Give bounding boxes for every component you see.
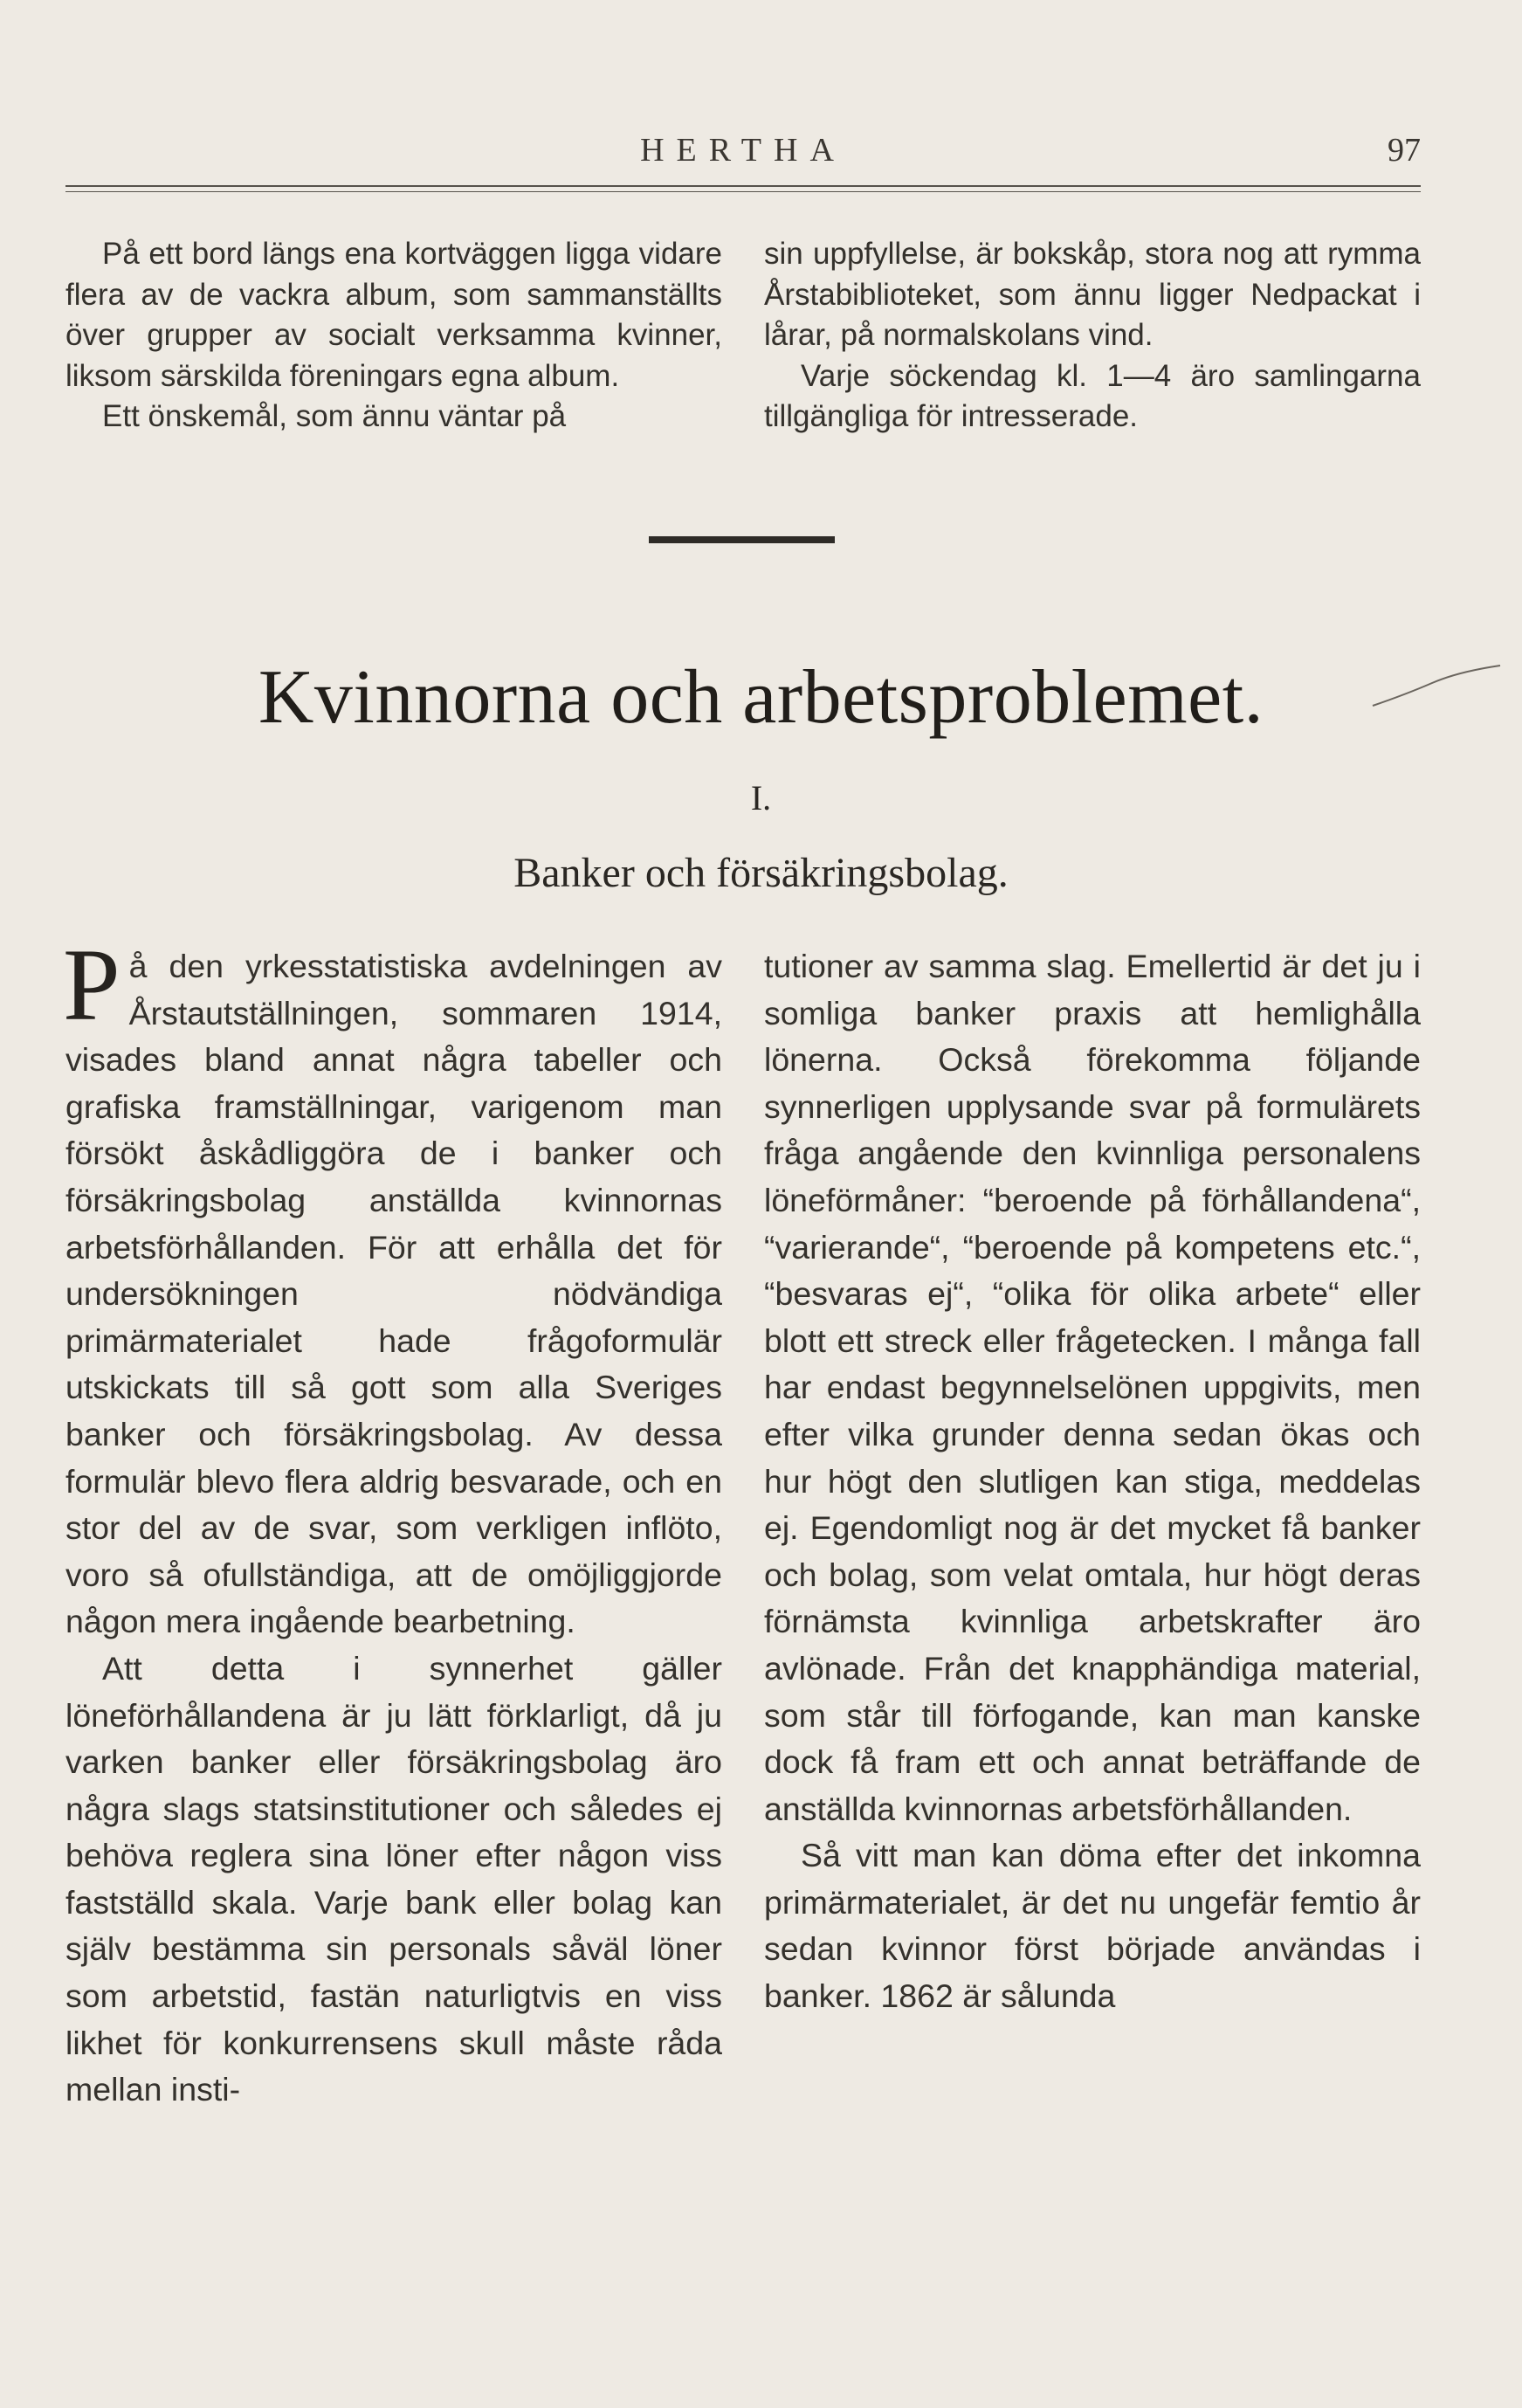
top-right-column — [764, 234, 1421, 438]
header-rule-bottom — [65, 191, 1421, 192]
top-right-paragraph-1: sin uppfyllelse, är bokskåp, stora nog att rymma Årstabiblioteket, som ännu ligger Nedpackat i lårar, på normalskolans vind. — [764, 237, 1421, 352]
body-right-paragraph-1: tutioner av samma slag. Emellertid är det ju i somliga banker praxis att hemlighålla lönerna. Också förekomma följande synnerligen upplysande svar på formulärets fråga angående den kvinnliga personalens löneförmåner: “beroende på förhållandena“, “varierande“, “beroende på kompetens etc.“, “besvaras ej“, “olika för olika arbete“ eller blott ett streck eller frågetecken. I många fall har endast begynnelselönen uppgivits, men efter vilka grunder denna sedan ökas och hur högt den slutligen kan stiga, meddelas ej. Egendomligt nog är det mycket få banker och bolag, som velat omtala, hur högt deras förnämsta kvinnliga arbetskrafter äro avlönade. Från det knapphändiga material, som står till förfogande, kan man kanske dock få fram ett och annat beträffande de anställda kvinnornas arbetsförhållanden. — [764, 948, 1421, 1827]
body-left-paragraph-1 — [63, 928, 722, 1646]
body-left-paragraph-1-text: å den yrkesstatistiska avdelningen av Årstautställningen, sommaren 1914, visades bland annat några tabeller och grafiska framställningar, varigenom man försökt åskådliggöra de i banker och försäkringsbolag anställda kvinnornas arbetsförhållanden. För att erhålla det för undersökningen nödvändiga primärmaterialet hade frågoformulär utskickats till så gott som alla Sveriges banker och försäkringsbolag. Av dessa formulär blevo flera aldrig besvarade, och en stor del av de svar, som verkligen inflöto, voro så ofullständiga, att de omöjliggjorde någon mera ingående bearbetning. — [65, 948, 722, 1640]
top-left-paragraph-1: På ett bord längs ena kortväggen ligga vidare flera av de vackra album, som sammanställts över grupper av socialt verksamma kvinner, liksom särskilda föreningars egna album. — [65, 237, 722, 393]
section-divider — [649, 536, 835, 543]
body-left-column — [63, 928, 722, 2114]
body-right-column — [764, 943, 1421, 2020]
journal-title: HERTHA — [640, 132, 846, 169]
section-number: I. — [750, 778, 772, 818]
page-number: 97 — [1388, 132, 1421, 169]
drop-cap: P — [63, 928, 121, 1042]
body-left-paragraph-2: Att detta i synnerhet gäller löneförhållandena är ju lätt förklarligt, då ju varken banker eller försäkringsbolag äro några slags statsinstitutioner och således ej behöva reglera sina löner efter någon viss fastställd skala. Varje bank eller bolag kan själv bestämma sin personals såväl löner som arbetstid, fastän naturligtvis en viss likhet för konkurrensens skull måste råda mellan insti- — [65, 1649, 722, 2108]
top-left-column — [65, 234, 722, 438]
body-right-paragraph-2: Så vitt man kan döma efter det inkomna primärmaterialet, är det nu ungefär femtio år sedan kvinnor först började användas i banker. 1862 är sålunda — [764, 1837, 1421, 2015]
article-title: Kvinnorna och arbetsproblemet. — [258, 655, 1264, 740]
pen-stroke-mark — [1371, 664, 1502, 716]
article-subtitle: Banker och försäkringsbolag. — [513, 850, 1009, 896]
header-rule-top — [65, 185, 1421, 187]
top-right-paragraph-2: Varje söckendag kl. 1—4 äro samlingarna tillgängliga för intresserade. — [764, 358, 1421, 433]
running-header — [65, 131, 1421, 183]
top-left-paragraph-2: Ett önskemål, som ännu väntar på — [102, 399, 567, 433]
